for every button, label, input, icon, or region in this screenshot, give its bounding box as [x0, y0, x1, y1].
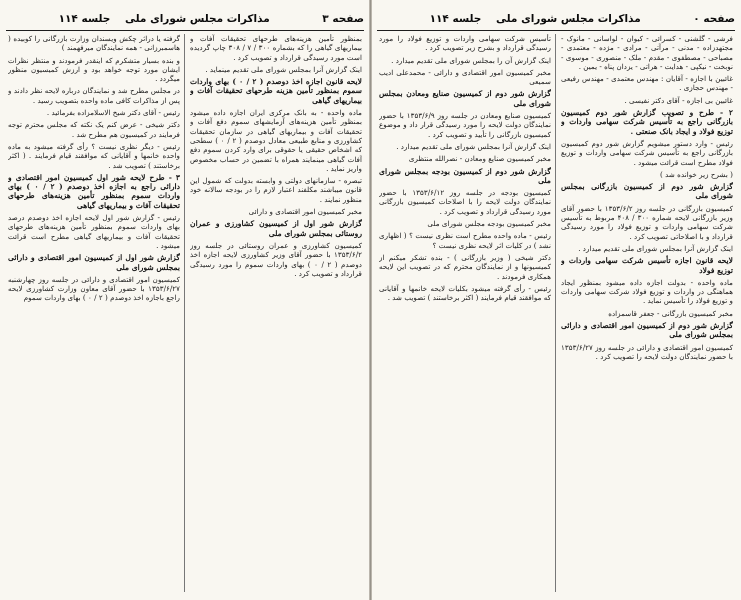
signature-line: مخبر کمیسیون بودجه مجلس شورای ملی [427, 219, 551, 229]
paragraph: کمیسیون بودجه در جلسه روز ۱۳۵۳/۶/۱۲ با حضور نمایندگان دولت لایحه را با اصلاحات کمیسیون بازرگانی مورد رسیدگی قرارداد و تصویب کرد . [379, 188, 551, 216]
left-session: جلسه ۱۱۴ [58, 13, 111, 25]
paragraph: رئیس - وارد دستور میشویم گزارش شور دوم کمیسیون بازرگانی راجع به تأسیس شرکت سهامی واردات و توزیع فولاد مطرح است قرائت میشود . [561, 138, 733, 167]
paragraph: اینک گزارش آنرا بمجلس شورای ملی تقدیم میدارد . [396, 141, 551, 151]
paragraph: رئیس - ماده واحده مطرح است نظری نیست ؟ ( اظهاری نشد ) در کلیات اثر لایحه نظری نیست ؟ [379, 231, 551, 250]
right-page [371, 0, 741, 600]
left-page-header [6, 10, 364, 31]
paragraph: غائبین با اجازه - آقایان : مهندس معتمدی - مهندس رفیعی - مهندس حجازی . [561, 74, 733, 93]
paragraph: فرشی - گلشنی - کسرائی - کیوان - لواسانی - مانوک - مجتهدزاده - مدنی - مرآتی - مرادی - مژده - معتمدی - مصباحی - مصطفوی - مقدم - ملک - منصوری - موسوی - نوبخت - نیکپی - هدایت - هراتی - یزدان پناه - یمین . [561, 34, 733, 71]
paragraph: دکتر شیخی ( وزیر بازرگانی ) - بنده تشکر میکنم از کمیسیونها و از نمایندگان محترم که در تصویب این لایحه همکاری فرمودند . [379, 252, 551, 281]
paragraph: اینک گزارش آن را بمجلس شورای ملی تقدیم میدارد . [391, 55, 551, 65]
paragraph: رئیس - گزارش شور اول لایحه اجازه اخذ دوصدم درصد بهای واردات سموم بمنظور تأمین هزینه‌های طرحهای تحقیقات آفات و بیماریهای گیاهی مطرح است قرائت میشود . [8, 213, 180, 250]
left-page [0, 0, 370, 600]
bill-title: لایحه قانون اجازه اخذ دوصدم ( ۲ / ۰ ) بهای واردات سموم بمنظور تأمین هزینه طرحهای تحقیقات آفات و بیماریهای گیاهی [190, 77, 362, 105]
report-heading: گزارش شور دوم از کمیسیون صنایع ومعادن بمجلس شورای ملی [379, 89, 551, 108]
paragraph: کمیسیون صنایع ومعادن در جلسه روز ۱۳۵۳/۶/۹ با حضور نمایندگان دولت لایحه را مورد رسیدگی قرار داد و موضوع کمیسیون بازرگانی را تأیید و تصویب کرد . [379, 111, 551, 139]
right-page-number: صفحه ۰ [693, 13, 735, 25]
paragraph: گرفته یا دراثر چکش ویسندان وزارت بازرگانی را کوبیده ( هاسمبرزانی - همه نمایندگان میرفهمند ) [8, 34, 180, 53]
paragraph: در مجلس مطرح شد و نمایندگان درباره لایحه نظر دادند و پس از مذاکرات کافی ماده واحده بتصویب رسید . [8, 86, 180, 105]
report-heading: گزارش شور دوم از کمیسیون بازرگانی بمجلس شورای ملی [561, 182, 733, 201]
left-session-title [6, 13, 322, 25]
column-divider [555, 34, 556, 592]
paragraph: اینک گزارش آنرا بمجلس شورای ملی تقدیم مینماید . [205, 64, 362, 74]
left-page-number: صفحه ۳ [322, 13, 364, 25]
paragraph: دکتر شیخی - عرض کنم یک نکته که مجلس محترم توجه فرمایند در کمیسیون هم مطرح شد . [8, 120, 180, 139]
paragraph: ماده واحده - به بانک مرکزی ایران اجازه داده میشود بمنظور تأمین هزینه‌های آزمایشهای سموم دفع آفات و تحقیقات آفات و بیماریهای گیاهی در سازمان تحقیقات کشاورزی و منابع طبیعی معادل دوصدم ( ۲ / ۰ ) سطحی که اشخاص حقیقی یا حقوقی برای وارد کردن سموم دفع آفات گیاهی مینمایند همراه با تضمین در حساب مخصوص واریز نماید . [190, 108, 362, 173]
paragraph: رئیس - آقای دکتر شیخ الاسلامزاده بفرمائید . [46, 108, 180, 118]
paragraph: اینک گزارش آنرا بمجلس شورای ملی تقدیم میدارد . [578, 243, 733, 253]
signature-line: مخبر کمیسیون بازرگانی - جعفر قاسمزاده [608, 308, 733, 318]
paragraph: غائبین بی اجازه - آقای دکتر نفیسی . [624, 95, 733, 105]
bill-title: لایحه قانون اجازه تأسیس شرکت سهامی واردات و توزیع فولاد [561, 256, 733, 275]
column-divider [184, 34, 185, 592]
paragraph: بمنظور تأمین هزینه‌های طرحهای تحقیقات آفات و بیماریهای گیاهی را که بشماره ۳۰۰ / ۷ / ۳۰۸ چاپ گردیده است مورد رسیدگی قرارداد و تصویب کرد . [190, 34, 362, 62]
paragraph: کمیسیون بازرگانی در جلسه روز ۱۳۵۳/۶/۲ با حضور آقای وزیر بازرگانی لایحه شماره ۳۰۰ / ۴۰۸ مربوط به تأسیس شرکت سهامی واردات و توزیع فولاد را مورد رسیدگی قرارداد و با اصلاحاتی تصویب کرد . [561, 203, 733, 241]
report-heading: گزارش شور اول از کمیسیون امور اقتصادی و دارائی بمجلس شورای ملی [8, 253, 180, 272]
right-session: جلسه ۱۱۴ [429, 13, 482, 25]
paragraph: رئیس - رأی گرفته میشود بکلیات لایحه خانمها و آقایانی که موافقند قیام فرمایند ( اکثر برخاستند ) تصویب شد . [379, 283, 551, 303]
left-column-right [190, 34, 362, 592]
right-title: مذاکرات مجلس شورای ملی [496, 13, 641, 25]
paragraph: رئیس - دیگر نظری نیست ؟ رأی گرفته میشود به ماده واحده خانمها و آقایانی که موافقند قیام فرمایند . ( اکثر برخاستند ) تصویب شد . [8, 141, 180, 170]
agenda-heading: ۳ - طرح لایحه شور اول کمیسیون امور اقتصادی و دارائی راجع به اجازه اخذ دوصدم ( ۲ / ۰ ) بهای واردات سموم بمنظور تأمین هزینه‌های طرحهای تحقیقات آفات و بیماریهای گیاهی [8, 172, 180, 210]
left-title: مذاکرات مجلس شورای ملی [125, 13, 270, 25]
left-column-left [8, 34, 180, 592]
paragraph: و بنده بسیار متشکرم که اینقدر فرمودند و منتظر نظرات ایشان مورد توجه خواهد بود و ارزش کمیسیون منظور میگردد . [8, 55, 180, 84]
agenda-heading: ۲ - طرح و تصویب گزارش شور دوم کمیسیون بازرگانی راجع به تأسیس شرکت سهامی واردات و توزیع فولاد و ایجاد بانک صنعتی . [561, 108, 733, 136]
paragraph: تأسیس شرکت سهامی واردات و توزیع فولاد را مورد رسیدگی قرارداد و بشرح زیر تصویب کرد . [379, 34, 551, 53]
paragraph: کمیسیون کشاورزی و عمران روستائی در جلسه روز ۱۳۵۳/۶/۲ با حضور آقای وزیر کشاورزی لایحه اجازه اخذ دوصدم ( ۲ / ۰ ) بهای واردات سموم را مورد رسیدگی قرارداد و تصویب کرد . [190, 240, 362, 278]
paragraph: تبصره - سازمانهای دولتی و وابسته بدولت که شمول این قانون میباشند مکلفند اعتبار لازم را در بودجه سالانه خود منظور نمایند . [190, 176, 362, 204]
right-session-title [377, 13, 693, 25]
paragraph: کمیسیون امور اقتصادی و دارائی در جلسه روز ۱۳۵۳/۶/۲۷ با حضور نمایندگان دولت لایحه را تصویب کرد . [561, 342, 733, 361]
signature-line: مخبر کمیسیون امور اقتصادی و دارائی [248, 207, 362, 217]
signature-line: مخبر کمیسیون امور اقتصادی و دارائی - محمدعلی ادیب سمیعی [379, 67, 551, 87]
right-page-header [377, 10, 735, 31]
report-heading: گزارش شور دوم از کمیسیون بودجه بمجلس شورای ملی [379, 166, 551, 185]
right-column-right [561, 34, 733, 592]
report-heading: گزارش شور اول از کمیسیون کشاورزی و عمران روستائی بمجلس شورای ملی [190, 219, 362, 238]
signature-line: مخبر کمیسیون صنایع ومعادن - نصرالله منتظری [408, 154, 551, 164]
paragraph: کمیسیون امور اقتصادی و دارائی در جلسه روز چهارشنبه ۱۳۵۳/۶/۲۷ با حضور آقای معاون وزارت کشاورزی لایحه راجع باجازه اخذ دوصدم ( ۲ / ۰ ) بهای واردات سموم [8, 274, 180, 303]
report-heading: گزارش شور دوم از کمیسیون امور اقتصادی و دارائی بمجلس شورای ملی [561, 321, 733, 340]
paragraph: ماده واحده - بدولت اجازه داده میشود بمنظور ایجاد هماهنگی در واردات و توزیع فولاد شرکت سهامی واردات و توزیع فولاد را تأسیس نماید . [561, 277, 733, 306]
right-column-left [379, 34, 551, 592]
paragraph: ( بشرح زیر خوانده شد ) [660, 169, 733, 179]
